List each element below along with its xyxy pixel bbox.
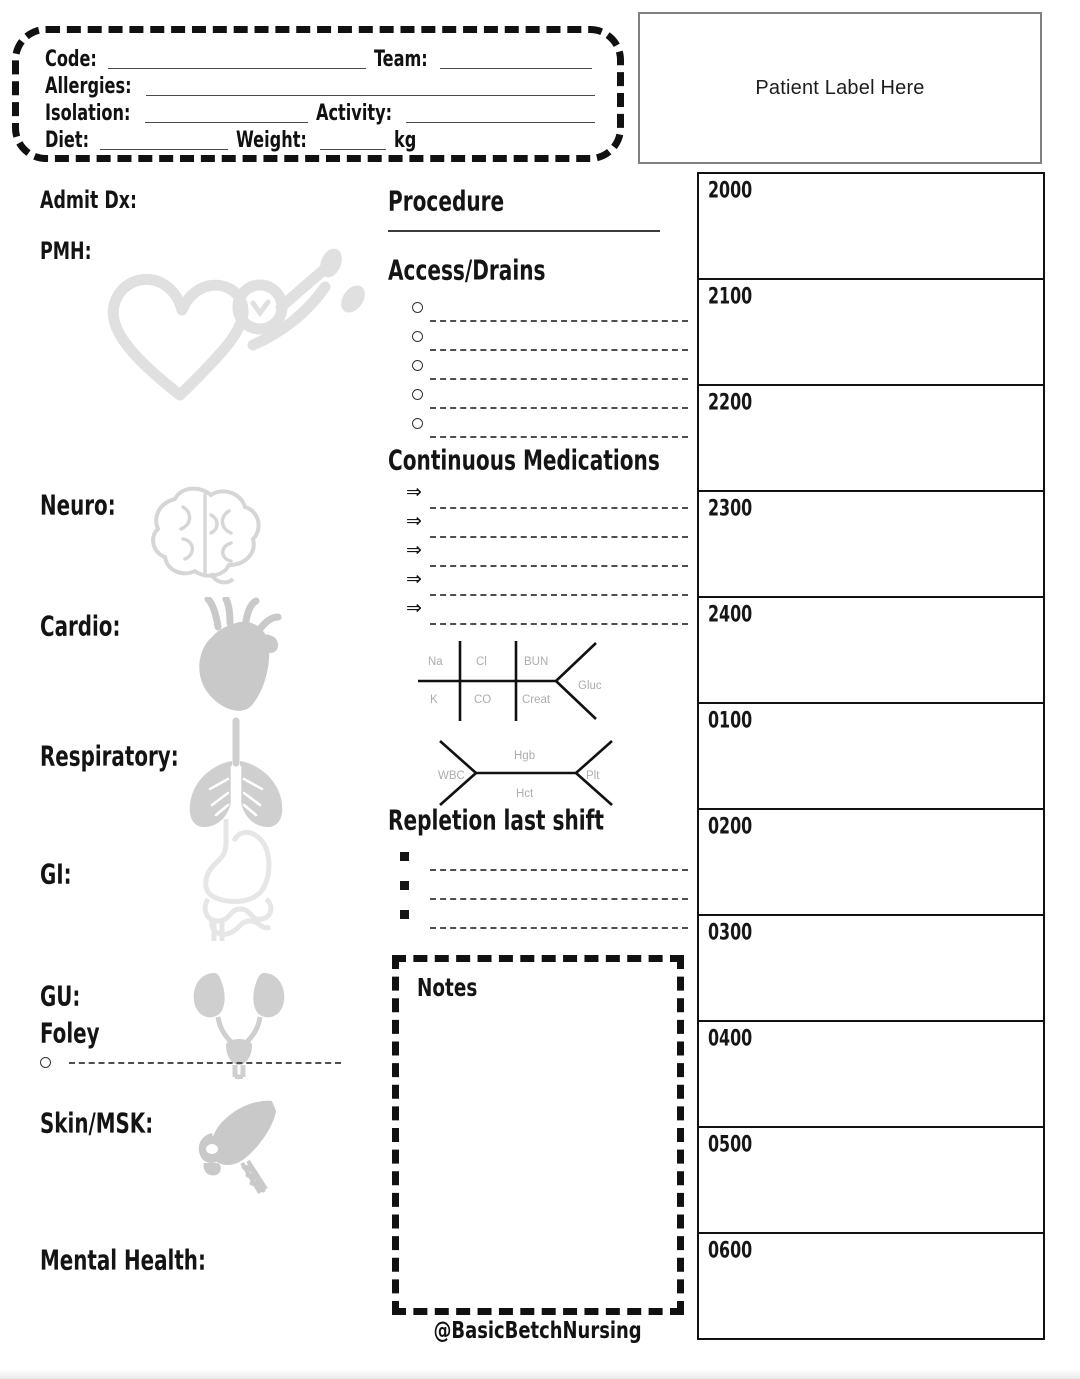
continuous-medication-row[interactable] [388, 509, 688, 538]
system-label-gu: GU: [40, 980, 81, 1013]
footer-handle [392, 1318, 684, 1342]
continuous-medication-row[interactable] [388, 538, 688, 567]
lab-na-label: Na [428, 656, 443, 668]
access-drain-blank-line[interactable] [430, 421, 688, 438]
hourly-charting-column [697, 172, 1045, 1340]
lab-fishbone-diagrams [410, 633, 660, 808]
patient-info-box [12, 26, 624, 162]
access-drain-row[interactable] [388, 409, 688, 438]
field-label: Activity: [316, 99, 393, 126]
stomach-intestine-icon [186, 817, 294, 942]
time-slot-label: 0600 [708, 1238, 753, 1264]
heart-anatomy-icon [190, 597, 282, 719]
patient-info-row [45, 126, 603, 153]
access-drain-blank-line[interactable] [430, 392, 688, 409]
lungs-icon [182, 717, 290, 832]
lab-hgb-label: Hgb [514, 750, 536, 762]
time-slot-label: 2400 [708, 602, 753, 628]
continuous-medication-row[interactable] [388, 480, 688, 509]
heart-stethoscope-icon [85, 247, 370, 402]
double-arrow-bullet [388, 538, 430, 567]
field-label: Allergies: [45, 72, 132, 99]
field-blank-line[interactable] [145, 107, 308, 123]
system-label-respiratory: Respiratory: [40, 740, 179, 773]
access-drain-row[interactable] [388, 351, 688, 380]
patient-info-row [45, 99, 603, 126]
patient-label-text: Patient Label Here [755, 76, 925, 99]
system-label-neuro: Neuro: [40, 489, 116, 522]
patient-info-fields [45, 45, 603, 153]
field-label: Weight: [235, 126, 307, 153]
page-bottom-edge [0, 1357, 1080, 1379]
lab-bun-label: BUN [524, 656, 549, 668]
repletion-blank-line[interactable] [430, 883, 688, 900]
lab-k-label: K [430, 694, 438, 706]
repletion-row[interactable] [388, 871, 688, 900]
access-drains-list [388, 293, 688, 438]
middle-column [388, 185, 688, 929]
system-label-gi: GI: [40, 858, 72, 891]
foley-entry-row[interactable] [40, 1057, 341, 1068]
filled-square-bullet [400, 910, 409, 919]
skull-spine-icon [190, 1097, 286, 1195]
lab-cl-label: Cl [476, 656, 487, 668]
access-drain-row[interactable] [388, 293, 688, 322]
lab-wbc-label: WBC [438, 770, 465, 782]
time-slot-row[interactable] [699, 1234, 1043, 1338]
circle-outline-bullet [412, 360, 423, 371]
field-label: kg [393, 126, 417, 153]
time-slot-row[interactable] [699, 916, 1043, 1022]
time-slot-label: 0100 [708, 708, 753, 734]
foley-blank-line[interactable] [69, 1062, 341, 1064]
repletion-row[interactable] [388, 900, 688, 929]
field-blank-line[interactable] [440, 53, 592, 69]
field-blank-line[interactable] [320, 134, 386, 150]
field-label: Diet: [45, 126, 90, 153]
continuous-medications-heading: Continuous Medications [388, 444, 660, 477]
filled-square-bullet [388, 900, 430, 929]
time-slot-label: 0200 [708, 814, 753, 840]
system-label-cardio: Cardio: [40, 610, 121, 643]
system-label-foley: Foley [40, 1017, 100, 1050]
time-slot-row[interactable] [699, 810, 1043, 916]
double-arrow-bullet: ⇒ [406, 481, 422, 503]
access-drain-row[interactable] [388, 380, 688, 409]
time-slot-row[interactable] [699, 492, 1043, 598]
continuous-medication-blank-line[interactable] [430, 550, 688, 567]
patient-label-box[interactable] [638, 12, 1042, 164]
field-blank-line[interactable] [406, 107, 595, 123]
filled-square-bullet [388, 842, 430, 871]
time-slot-row[interactable] [699, 1022, 1043, 1128]
notes-heading: Notes [417, 974, 478, 1003]
system-label-admit-dx: Admit Dx: [40, 186, 137, 214]
patient-info-row [45, 45, 603, 72]
double-arrow-bullet: ⇒ [406, 597, 422, 619]
time-slot-row[interactable] [699, 598, 1043, 704]
double-arrow-bullet [388, 596, 430, 625]
procedure-heading: Procedure [388, 185, 505, 218]
repletion-row[interactable] [388, 842, 688, 871]
continuous-medication-blank-line[interactable] [430, 521, 688, 538]
double-arrow-bullet: ⇒ [406, 510, 422, 532]
circle-outline-bullet [388, 380, 430, 409]
continuous-medication-row[interactable] [388, 596, 688, 625]
access-drain-blank-line[interactable] [430, 363, 688, 380]
filled-square-bullet [400, 852, 409, 861]
system-label-skin-msk: Skin/MSK: [40, 1107, 154, 1140]
lab-plt-label: Plt [586, 770, 600, 782]
time-slot-label: 2200 [708, 390, 753, 416]
circle-outline-bullet [412, 331, 423, 342]
continuous-medication-row[interactable] [388, 567, 688, 596]
lab-hct-label: Hct [516, 788, 534, 800]
time-slot-label: 2300 [708, 496, 753, 522]
continuous-medications-list [388, 480, 688, 625]
repletion-list [388, 842, 688, 929]
circle-outline-bullet [412, 418, 423, 429]
continuous-medication-blank-line[interactable] [430, 492, 688, 509]
filled-square-bullet [400, 881, 409, 890]
double-arrow-bullet [388, 480, 430, 509]
time-slot-label: 2100 [708, 284, 753, 310]
time-slot-row[interactable] [699, 1128, 1043, 1234]
time-slot-label: 0500 [708, 1132, 753, 1158]
field-blank-line[interactable] [108, 53, 366, 69]
system-label-pmh: PMH: [40, 237, 92, 265]
notes-box[interactable] [392, 955, 684, 1315]
lab-creat-label: Creat [522, 694, 551, 706]
circle-outline-bullet [388, 351, 430, 380]
repletion-heading: Repletion last shift [388, 804, 604, 837]
double-arrow-bullet: ⇒ [406, 539, 422, 561]
continuous-medication-blank-line[interactable] [430, 579, 688, 596]
time-slot-row[interactable] [699, 280, 1043, 386]
field-label: Isolation: [45, 99, 131, 126]
systems-assessment-column [0, 172, 385, 1362]
time-slot-row[interactable] [699, 174, 1043, 280]
circle-outline-bullet [388, 293, 430, 322]
time-slot-label: 2000 [708, 178, 753, 204]
continuous-medication-blank-line[interactable] [430, 608, 688, 625]
circle-outline-bullet [388, 409, 430, 438]
filled-square-bullet [388, 871, 430, 900]
system-label-mental-health: Mental Health: [40, 1244, 206, 1277]
field-label: Team: [374, 45, 429, 72]
time-slot-row[interactable] [699, 386, 1043, 492]
time-slot-label: 0400 [708, 1026, 753, 1052]
double-arrow-bullet [388, 567, 430, 596]
access-drain-row[interactable] [388, 322, 688, 351]
circle-outline-bullet [412, 389, 423, 400]
field-blank-line[interactable] [100, 134, 228, 150]
time-slot-row[interactable] [699, 704, 1043, 810]
double-arrow-bullet [388, 509, 430, 538]
circle-outline-bullet [40, 1057, 51, 1068]
access-drains-heading: Access/Drains [388, 254, 546, 287]
field-label: Code: [45, 45, 97, 72]
patient-info-row [45, 72, 603, 99]
footer-handle-text: @BasicBetchNursing [433, 1316, 643, 1344]
lab-co-label: CO [474, 694, 492, 706]
circle-outline-bullet [412, 302, 423, 313]
repletion-blank-line[interactable] [430, 854, 688, 871]
repletion-blank-line[interactable] [430, 912, 688, 929]
access-drain-blank-line[interactable] [430, 305, 688, 322]
access-drain-blank-line[interactable] [430, 334, 688, 351]
brain-icon [145, 477, 270, 587]
field-blank-line[interactable] [146, 80, 595, 96]
time-slot-label: 0300 [708, 920, 753, 946]
circle-outline-bullet [388, 322, 430, 351]
lab-gluc-label: Gluc [578, 680, 602, 692]
double-arrow-bullet: ⇒ [406, 568, 422, 590]
